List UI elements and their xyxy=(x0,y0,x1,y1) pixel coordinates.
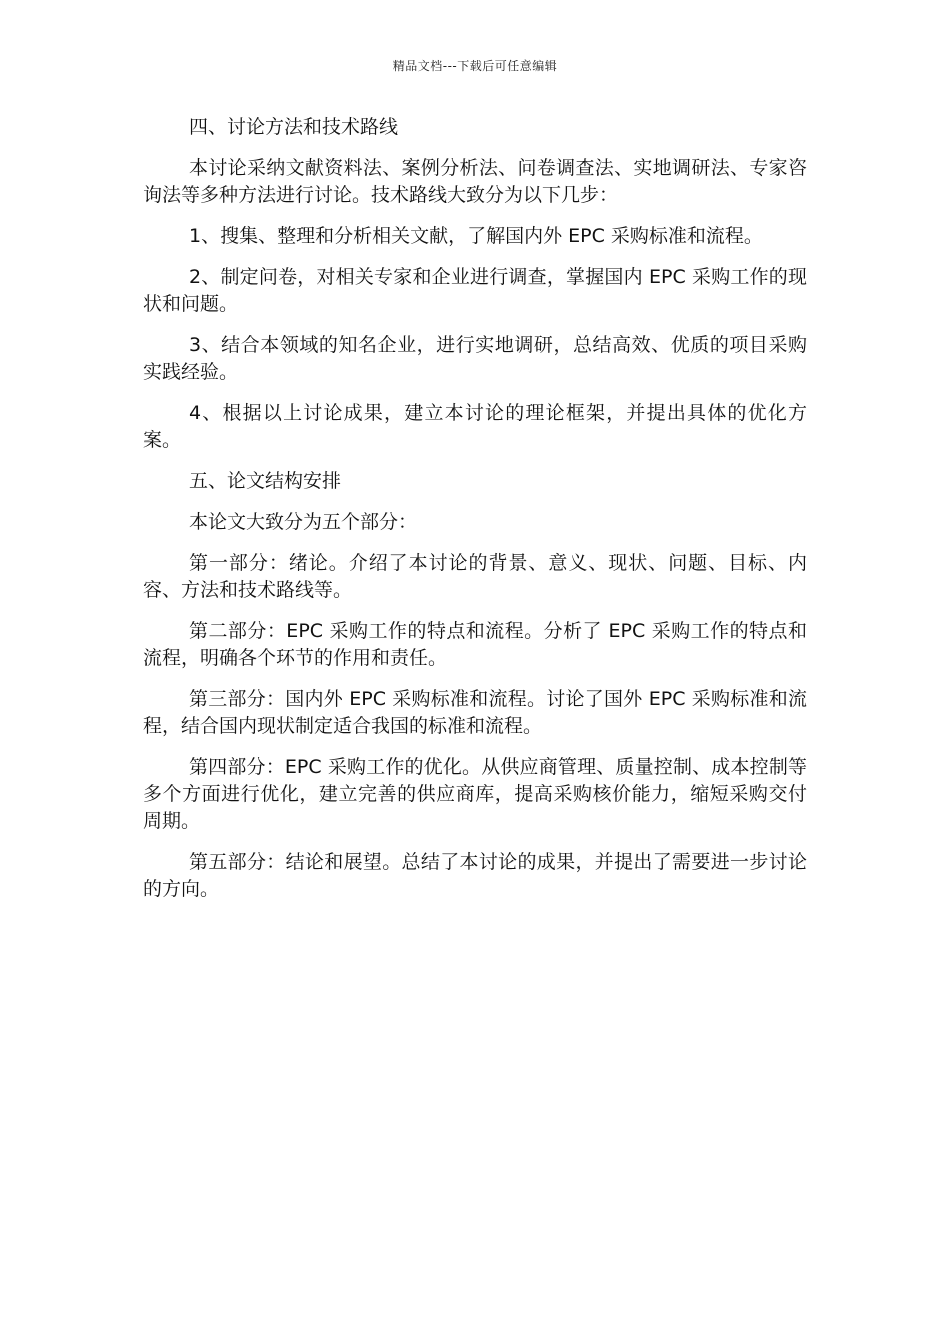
structure-part-3: 第三部分：国内外 EPC 采购标准和流程。讨论了国外 EPC 采购标准和流程，结合国内现状制定适合我国的标准和流程。 xyxy=(143,688,807,737)
section-5-heading: 五、论文结构安排 xyxy=(189,470,342,492)
section-5-intro: 本论文大致分为五个部分： xyxy=(189,511,418,533)
structure-part-5: 第五部分：结论和展望。总结了本讨论的成果，并提出了需要进一步讨论的方向。 xyxy=(143,851,807,900)
method-step-1: 1、搜集、整理和分析相关文献，了解国内外 EPC 采购标准和流程。 xyxy=(189,225,763,247)
page-header: 精品文档---下载后可任意编辑 xyxy=(392,59,558,73)
structure-part-1: 第一部分：绪论。介绍了本讨论的背景、意义、现状、问题、目标、内容、方法和技术路线等。 xyxy=(143,552,807,601)
method-step-4: 4、根据以上讨论成果，建立本讨论的理论框架，并提出具体的优化方案。 xyxy=(143,402,807,451)
section-4-heading: 四、讨论方法和技术路线 xyxy=(189,116,399,138)
structure-part-2: 第二部分：EPC 采购工作的特点和流程。分析了 EPC 采购工作的特点和流程，明确各个环节的作用和责任。 xyxy=(143,620,807,669)
document-body xyxy=(143,114,807,917)
structure-part-4: 第四部分：EPC 采购工作的优化。从供应商管理、质量控制、成本控制等多个方面进行优化，建立完善的供应商库，提高采购核价能力，缩短采购交付周期。 xyxy=(143,756,807,832)
method-step-3: 3、结合本领域的知名企业，进行实地调研，总结高效、优质的项目采购实践经验。 xyxy=(143,334,807,383)
method-step-2: 2、制定问卷，对相关专家和企业进行调查，掌握国内 EPC 采购工作的现状和问题。 xyxy=(143,266,807,315)
section-4-intro: 本讨论采纳文献资料法、案例分析法、问卷调查法、实地调研法、专家咨询法等多种方法进行讨论。技术路线大致分为以下几步： xyxy=(143,157,807,206)
